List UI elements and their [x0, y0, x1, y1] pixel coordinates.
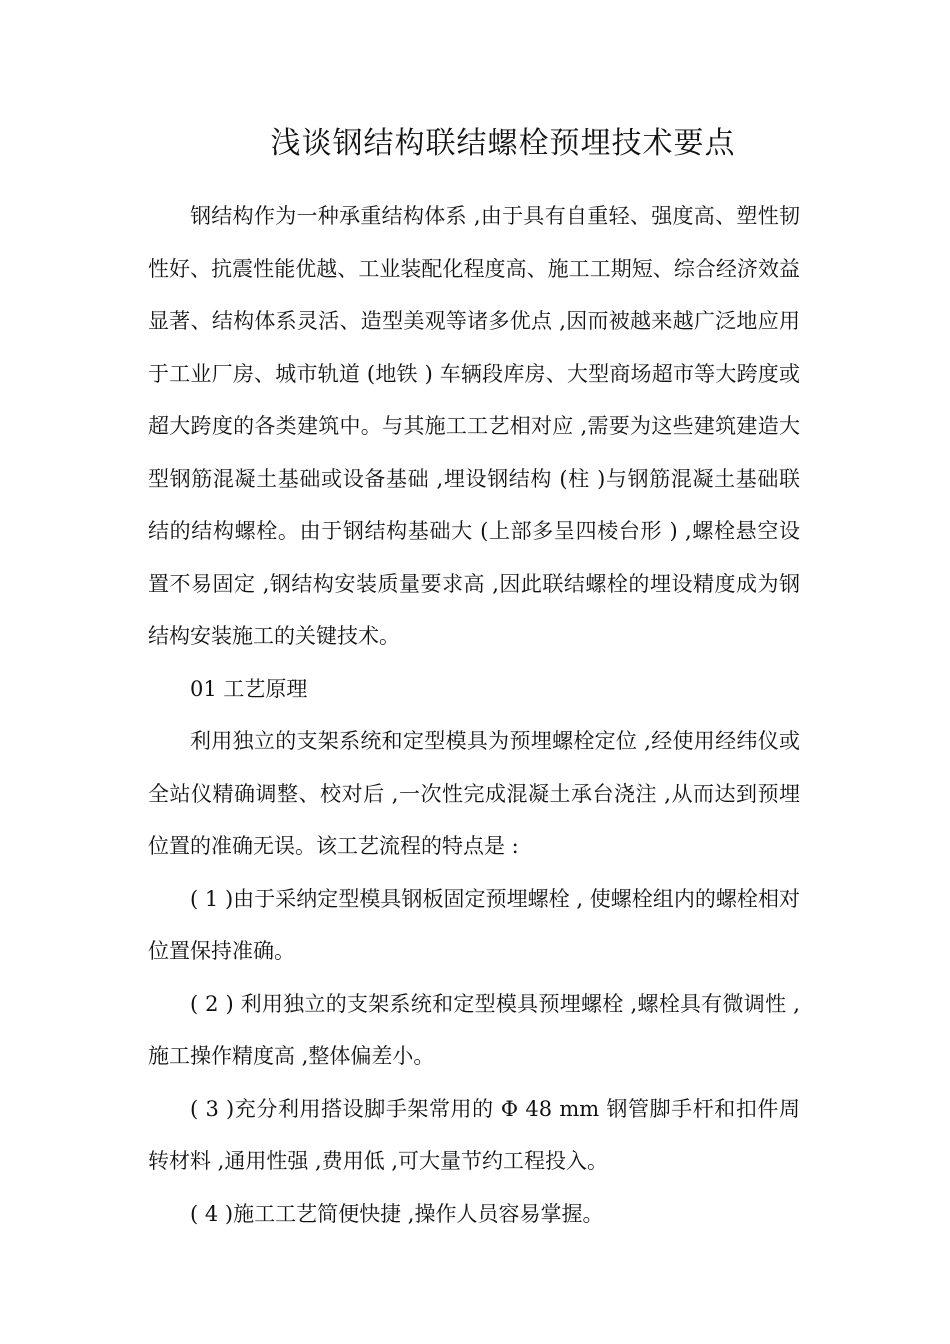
list-item-feature-1: ( 1 )由于采纳定型模具钢板固定预埋螺栓 , 使螺栓组内的螺栓相对位置保持准确。 [148, 886, 800, 963]
paragraph-intro: 钢结构作为一种承重结构体系 ,由于具有自重轻、强度高、塑性韧性好、抗震性能优越、工业装配化程度高、施工工期短、综合经济效益显著、结构体系灵活、造型美观等诸多优点 ,因而被越来越广泛地应用于工业厂房、城市轨道 (地铁 ) 车辆段库房、大型商场超市等大跨度或超大跨度的各类建筑中。与其施工工艺相对应 ,需要为这些建筑建造大型钢筋混凝土基础或设备基础 ,埋设钢结构 (柱 )与钢筋混凝土基础联结的结构螺栓。由于钢结构基础大 (上部多呈四棱台形 ) ,螺栓悬空设置不易固定 ,钢结构安装质量要求高 ,因此联结螺栓的埋设精度成为钢结构安装施工的关键技术。 [148, 204, 800, 648]
paragraph-principle: 利用独立的支架系统和定型模具为预埋螺栓定位 ,经使用经纬仪或全站仪精确调整、校对后 ,一次性完成混凝土承台浇注 ,从而达到预埋位置的准确无误。该工艺流程的特点是 : [148, 729, 800, 858]
section-heading-process-principle: 01 工艺原理 [190, 676, 308, 701]
list-item-feature-2: ( 2 ) 利用独立的支架系统和定型模具预埋螺栓 ,螺栓具有微调性 ,施工操作精度高 ,整体偏差小。 [148, 991, 800, 1068]
document-body [148, 190, 800, 1240]
list-item-feature-4: ( 4 )施工工艺简便快捷 ,操作人员容易掌握。 [190, 1201, 604, 1226]
document-title: 浅谈钢结构联结螺栓预埋技术要点 [270, 126, 736, 161]
list-item-feature-3: ( 3 )充分利用搭设脚手架常用的 Φ 48 mm 钢管脚手杆和扣件周转材料 ,通用性强 ,费用低 ,可大量节约工程投入。 [148, 1096, 800, 1173]
